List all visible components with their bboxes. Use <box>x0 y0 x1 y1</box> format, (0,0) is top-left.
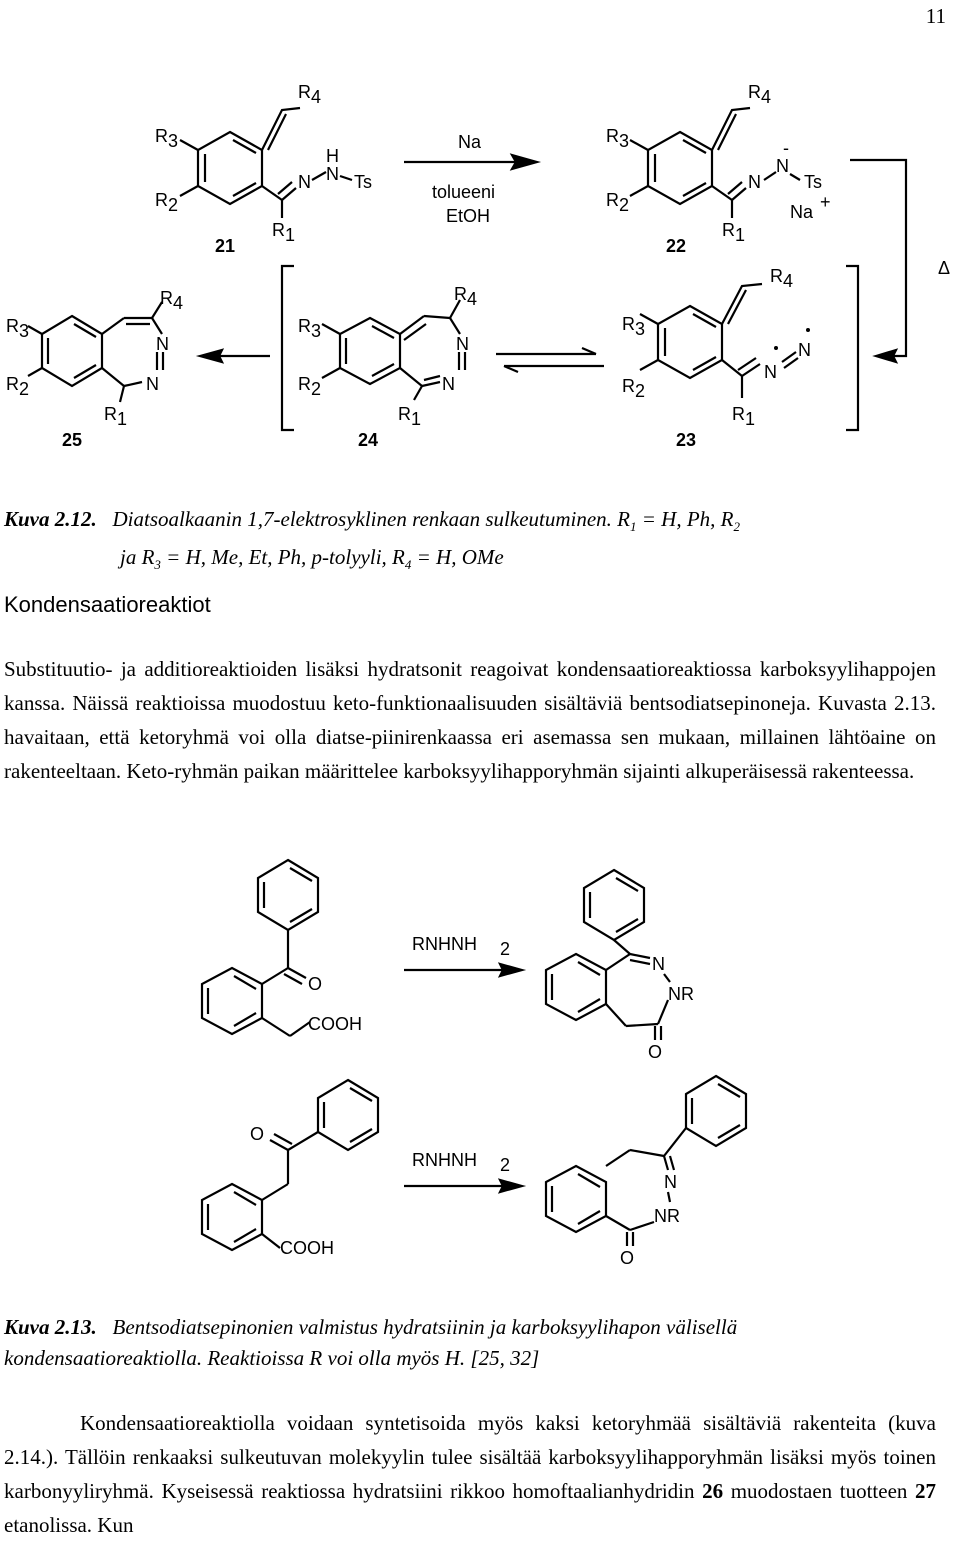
equilibrium-arrows <box>496 348 604 372</box>
n-atom: N <box>442 374 455 394</box>
svg-text:R: R <box>770 266 783 286</box>
svg-text:3: 3 <box>19 321 30 341</box>
ts-group: Ts <box>354 172 372 192</box>
n-atom: N <box>664 1172 677 1192</box>
reaction-arrow <box>404 132 537 226</box>
compound-label: 25 <box>62 430 83 450</box>
svg-text:R: R <box>298 374 311 394</box>
svg-text:R: R <box>606 126 619 146</box>
product-benzodiazepinone-1 <box>546 870 694 1062</box>
n-atom: N <box>146 374 159 394</box>
svg-text:2: 2 <box>19 379 30 399</box>
heat-symbol: Δ <box>938 258 951 278</box>
svg-text:2: 2 <box>619 195 630 215</box>
svg-text:4: 4 <box>173 293 184 313</box>
svg-text:R: R <box>748 82 761 102</box>
heat-return-arrow <box>850 160 950 362</box>
n-atom: N <box>798 340 811 360</box>
scheme-diazoalkane-electrocyclization <box>0 0 960 470</box>
svg-text:R: R <box>160 288 173 308</box>
svg-text:R: R <box>298 316 311 336</box>
figure-caption-2-13: Kuva 2.13. Bentsodiatsepinonien valmistus hydratsiinin ja karboksyylihapon välisellä kondensaatioreaktiolla. Reaktioissa R voi olla myös H. [25, 32] <box>4 1315 738 1370</box>
reaction-arrow-1 <box>404 934 522 976</box>
compound-ref-27: 27 <box>914 1479 936 1503</box>
compound-ref-26: 26 <box>702 1479 724 1503</box>
section-heading: Kondensaatioreaktiot <box>4 592 211 617</box>
paragraph: Kondensaatioreaktiolla voidaan syntetisoida myös kaksi ketoryhmää sisältäviä rakenteita (kuva 2.14.). Tällöin renkaaksi sulkeutuvan molekyylin tulee sisältää karboksyylihapporyhmän lisäksi myös toinen karbonyyliryhmä. Kyseisessä reaktiossa hydratsiini rikkoo homoftaalianhydridin 26 muodostaen tuotteen 27 etanolissa. Kun <box>4 1411 936 1537</box>
svg-text:4: 4 <box>761 87 772 107</box>
reactant-keto-acid-1 <box>202 860 362 1036</box>
n-atom: N <box>652 954 665 974</box>
svg-text:2: 2 <box>635 381 646 401</box>
ts-group: Ts <box>804 172 822 192</box>
svg-text:1: 1 <box>411 409 422 429</box>
figure-caption-2-12: Kuva 2.12. Diatsoalkaanin 1,7-elektrosyklinen renkaan sulkeutuminen. $R_1 = H$, Ph, $R_2$ ja $R_3 = H$, Me, Et, Ph, p-tolyyli, $R_4 = H$, OMe <box>4 507 740 573</box>
n-atom: N <box>456 334 469 354</box>
svg-text:R: R <box>155 190 168 210</box>
charge-plus: + <box>820 192 831 212</box>
svg-text:3: 3 <box>311 321 322 341</box>
svg-text:4: 4 <box>311 87 322 107</box>
reaction-arrow-to-25 <box>200 350 270 362</box>
svg-text:3: 3 <box>168 131 179 151</box>
svg-text:2: 2 <box>168 195 179 215</box>
product-benzodiazepinone-2 <box>546 1076 746 1268</box>
svg-text:4: 4 <box>783 271 794 291</box>
reagent-hydrazine: RNHNH <box>412 934 477 954</box>
paragraph: Substituutio- ja additioreaktioiden lisäksi hydratsonit reagoivat kondensaatioreaktiossa karboksyylihappojen kanssa. Näissä reaktioissa muodostuu keto-funktionaalisuuden sisältäviä bentsodiatsepinoneja. Kuvasta 2.13. havaitaan, että ketoryhmä voi olla diatse-piinirenkaassa eri asemassa sen mukaan, millainen lähtöaine on rakenteeltaan. Keto-ryhmän paikan määrittelee karboksyylihapporyhmän sijainti alkuperäisessä rakenteessa. <box>4 657 936 783</box>
solvent-etoh: EtOH <box>446 206 491 226</box>
svg-text:3: 3 <box>635 319 646 339</box>
compound-label: 22 <box>666 236 687 256</box>
h-atom: H <box>326 146 339 166</box>
intermediate-brackets <box>282 266 858 430</box>
nr-group: NR <box>654 1206 680 1226</box>
o-atom: O <box>648 1042 663 1062</box>
svg-text:2: 2 <box>500 1155 511 1175</box>
compound-24 <box>298 284 477 450</box>
page-number: 11 <box>925 4 946 28</box>
compound-label: 23 <box>676 430 697 450</box>
reagent-na: Na <box>458 132 482 152</box>
svg-text:R: R <box>622 314 635 334</box>
svg-text:3: 3 <box>619 131 630 151</box>
svg-text:R: R <box>732 404 745 424</box>
svg-text:R: R <box>6 316 19 336</box>
svg-text:R: R <box>722 220 735 240</box>
n-atom: N <box>326 164 339 184</box>
caption-label: Kuva 2.12. <box>4 507 97 531</box>
svg-text:2: 2 <box>500 939 511 959</box>
n-atom: N <box>298 172 311 192</box>
svg-text:R: R <box>298 82 311 102</box>
nr-group: NR <box>668 984 694 1004</box>
compound-23 <box>622 266 811 450</box>
svg-text:1: 1 <box>745 409 756 429</box>
svg-text:2: 2 <box>311 379 322 399</box>
compound-21 <box>155 82 372 256</box>
cooh-group: COOH <box>308 1014 362 1034</box>
svg-text:R: R <box>454 284 467 304</box>
svg-text:R: R <box>622 376 635 396</box>
n-atom: N <box>764 362 777 382</box>
svg-text:1: 1 <box>285 225 296 245</box>
cooh-group: COOH <box>280 1238 334 1258</box>
n-atom: N <box>776 156 789 176</box>
svg-text:4: 4 <box>467 289 478 309</box>
reaction-arrow-2 <box>404 1150 522 1192</box>
compound-25 <box>6 288 183 450</box>
svg-text:R: R <box>606 190 619 210</box>
charge-minus: - <box>783 138 789 158</box>
n-atom: N <box>748 172 761 192</box>
o-atom: O <box>250 1124 265 1144</box>
svg-text:1: 1 <box>735 225 746 245</box>
solvent-toluene: tolueeni <box>432 182 496 202</box>
svg-text:R: R <box>155 126 168 146</box>
scheme-benzodiazepinone-synthesis <box>0 850 960 1270</box>
svg-text:R: R <box>104 404 117 424</box>
svg-text:R: R <box>6 374 19 394</box>
caption-label: Kuva 2.13. <box>4 1315 97 1339</box>
reactant-keto-acid-2 <box>202 1080 378 1258</box>
n-atom: N <box>156 334 169 354</box>
na-counterion: Na <box>790 202 814 222</box>
o-atom: O <box>308 974 323 994</box>
compound-22 <box>606 82 831 256</box>
svg-text:1: 1 <box>117 409 128 429</box>
compound-label: 21 <box>215 236 236 256</box>
reagent-hydrazine: RNHNH <box>412 1150 477 1170</box>
svg-text:R: R <box>272 220 285 240</box>
compound-label: 24 <box>358 430 379 450</box>
o-atom: O <box>620 1248 635 1268</box>
svg-text:R: R <box>398 404 411 424</box>
